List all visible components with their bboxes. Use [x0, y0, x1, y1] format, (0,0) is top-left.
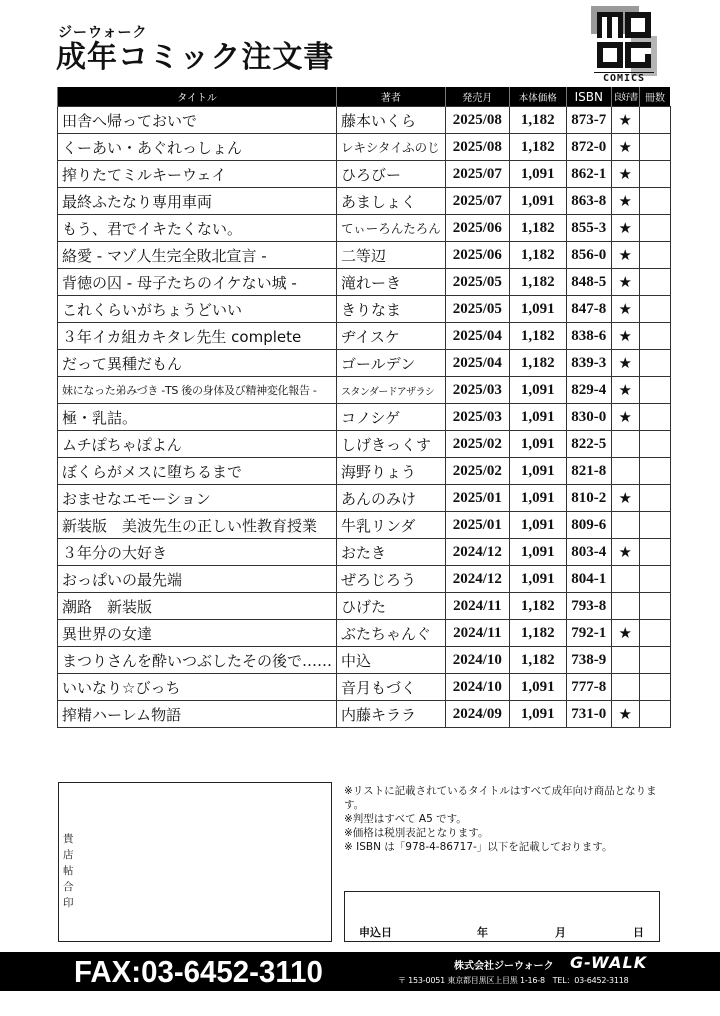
good-book-star-icon: ★	[611, 404, 639, 431]
title-cell: 背徳の囚 - 母子たちのイケない城 -	[58, 269, 337, 296]
isbn-cell: 738-9	[566, 647, 611, 674]
year-label: 年	[477, 926, 488, 939]
price-cell: 1,091	[509, 296, 566, 323]
isbn-cell: 821-8	[566, 458, 611, 485]
quantity-input[interactable]	[639, 512, 670, 539]
title-cell: くーあい・あぐれっしょん	[58, 134, 337, 161]
release-month-cell: 2024/10	[445, 647, 509, 674]
table-row	[58, 593, 671, 620]
release-month-cell: 2025/05	[445, 269, 509, 296]
title-cell: おっぱいの最先端	[58, 566, 337, 593]
good-book-star-icon: ★	[611, 701, 639, 728]
author-cell: ひろびー	[337, 161, 446, 188]
company-address: 〒 153-0051 東京都目黒区上目黒 1-16-8 TEL：03-6452-3118	[398, 976, 629, 985]
table-row	[58, 296, 671, 323]
col-isbn: ISBN	[566, 87, 611, 107]
price-cell: 1,091	[509, 404, 566, 431]
col-price: 本体価格	[509, 87, 566, 107]
good-book-star-icon	[611, 431, 639, 458]
isbn-cell: 872-0	[566, 134, 611, 161]
release-month-cell: 2025/01	[445, 512, 509, 539]
good-book-star-icon	[611, 593, 639, 620]
release-month-cell: 2025/07	[445, 188, 509, 215]
table-row	[58, 404, 671, 431]
good-book-star-icon: ★	[611, 188, 639, 215]
price-cell: 1,091	[509, 539, 566, 566]
author-cell: しげきっくす	[337, 431, 446, 458]
table-row	[58, 188, 671, 215]
title-cell: おませなエモーション	[58, 485, 337, 512]
quantity-input[interactable]	[639, 188, 670, 215]
col-good-book: 良好書	[611, 87, 639, 107]
quantity-input[interactable]	[639, 701, 670, 728]
good-book-star-icon: ★	[611, 161, 639, 188]
isbn-cell: 848-5	[566, 269, 611, 296]
good-book-star-icon: ★	[611, 296, 639, 323]
release-month-cell: 2025/08	[445, 107, 509, 134]
quantity-input[interactable]	[639, 107, 670, 134]
release-month-cell: 2024/11	[445, 593, 509, 620]
isbn-cell: 855-3	[566, 215, 611, 242]
good-book-star-icon: ★	[611, 377, 639, 404]
table-row	[58, 485, 671, 512]
price-cell: 1,182	[509, 107, 566, 134]
quantity-input[interactable]	[639, 323, 670, 350]
application-date-box[interactable]	[344, 891, 660, 942]
title-cell: ３年分の大好き	[58, 539, 337, 566]
quantity-input[interactable]	[639, 377, 670, 404]
table-row	[58, 323, 671, 350]
author-cell: ゴールデン	[337, 350, 446, 377]
quantity-input[interactable]	[639, 215, 670, 242]
good-book-star-icon: ★	[611, 134, 639, 161]
isbn-cell: 803-4	[566, 539, 611, 566]
title-cell: ３年イカ組カキタレ先生 complete	[58, 323, 337, 350]
col-quantity: 冊数	[639, 87, 670, 107]
title-cell: 搾精ハーレム物語	[58, 701, 337, 728]
price-cell: 1,182	[509, 323, 566, 350]
author-cell: ぶたちゃんぐ	[337, 620, 446, 647]
good-book-star-icon: ★	[611, 620, 639, 647]
good-book-star-icon: ★	[611, 269, 639, 296]
price-cell: 1,182	[509, 647, 566, 674]
author-cell: 二等辺	[337, 242, 446, 269]
title-cell: 潮路 新装版	[58, 593, 337, 620]
month-label: 月	[555, 926, 566, 939]
good-book-star-icon: ★	[611, 350, 639, 377]
release-month-cell: 2025/07	[445, 161, 509, 188]
price-cell: 1,091	[509, 431, 566, 458]
good-book-star-icon: ★	[611, 323, 639, 350]
price-cell: 1,182	[509, 215, 566, 242]
title-cell: 妹になった弟みづき -TS 後の身体及び精神変化報告 -	[58, 377, 337, 404]
gwalk-logo: G-WALK	[570, 953, 648, 972]
good-book-star-icon: ★	[611, 215, 639, 242]
isbn-cell: 777-8	[566, 674, 611, 701]
quantity-input[interactable]	[639, 269, 670, 296]
author-cell: おたき	[337, 539, 446, 566]
quantity-input[interactable]	[639, 620, 670, 647]
price-cell: 1,091	[509, 485, 566, 512]
table-header-row	[58, 87, 671, 107]
price-cell: 1,091	[509, 512, 566, 539]
release-month-cell: 2025/04	[445, 350, 509, 377]
author-cell: 音月もづく	[337, 674, 446, 701]
release-month-cell: 2025/01	[445, 485, 509, 512]
note-adult: ※リストに記載されているタイトルはすべて成年向け商品となります。	[344, 785, 657, 811]
quantity-input[interactable]	[639, 674, 670, 701]
isbn-cell: 839-3	[566, 350, 611, 377]
release-month-cell: 2025/05	[445, 296, 509, 323]
col-author: 著者	[337, 87, 446, 107]
release-month-cell: 2025/03	[445, 404, 509, 431]
good-book-star-icon: ★	[611, 242, 639, 269]
release-month-cell: 2024/11	[445, 620, 509, 647]
title-cell: 絡愛 - マゾ人生完全敗北宣言 -	[58, 242, 337, 269]
price-cell: 1,182	[509, 242, 566, 269]
release-month-cell: 2024/12	[445, 566, 509, 593]
table-row	[58, 161, 671, 188]
author-cell: 海野りょう	[337, 458, 446, 485]
title-cell: 異世界の女達	[58, 620, 337, 647]
title-cell: いいなり☆びっち	[58, 674, 337, 701]
author-cell: スタンダードアザラシ	[337, 377, 446, 404]
quantity-input[interactable]	[639, 566, 670, 593]
price-cell: 1,182	[509, 134, 566, 161]
author-cell: あんのみけ	[337, 485, 446, 512]
title-cell: もう、君でイキたくない。	[58, 215, 337, 242]
fax-number: FAX:03-6452-3110	[74, 954, 323, 989]
price-cell: 1,091	[509, 566, 566, 593]
table-row	[58, 431, 671, 458]
release-month-cell: 2025/02	[445, 431, 509, 458]
table-row	[58, 566, 671, 593]
quantity-input[interactable]	[639, 539, 670, 566]
title-cell: まつりさんを酔いつぶしたその後で……	[58, 647, 337, 674]
table-row	[58, 215, 671, 242]
good-book-star-icon: ★	[611, 107, 639, 134]
price-cell: 1,091	[509, 161, 566, 188]
table-row	[58, 620, 671, 647]
table-row	[58, 701, 671, 728]
author-cell: あましょく	[337, 188, 446, 215]
page-title: 成年コミック注文書	[56, 40, 335, 75]
price-cell: 1,182	[509, 350, 566, 377]
release-month-cell: 2024/09	[445, 701, 509, 728]
author-cell: ひげた	[337, 593, 446, 620]
price-cell: 1,182	[509, 620, 566, 647]
author-cell: 牛乳リンダ	[337, 512, 446, 539]
isbn-cell: 731-0	[566, 701, 611, 728]
release-month-cell: 2025/06	[445, 242, 509, 269]
isbn-cell: 862-1	[566, 161, 611, 188]
isbn-cell: 793-8	[566, 593, 611, 620]
release-month-cell: 2025/06	[445, 215, 509, 242]
isbn-cell: 873-7	[566, 107, 611, 134]
table-row	[58, 134, 671, 161]
stamp-label: 貴店帖合印	[63, 833, 74, 909]
price-cell: 1,182	[509, 593, 566, 620]
table-row	[58, 539, 671, 566]
table-row	[58, 458, 671, 485]
author-cell: コノシゲ	[337, 404, 446, 431]
good-book-star-icon	[611, 566, 639, 593]
isbn-cell: 809-6	[566, 512, 611, 539]
table-row	[58, 377, 671, 404]
quantity-input[interactable]	[639, 485, 670, 512]
quantity-input[interactable]	[639, 431, 670, 458]
isbn-cell: 847-8	[566, 296, 611, 323]
table-row	[58, 512, 671, 539]
good-book-star-icon: ★	[611, 485, 639, 512]
title-cell: 極・乳詰。	[58, 404, 337, 431]
note-price: ※価格は税別表記となります。	[344, 827, 489, 839]
quantity-input[interactable]	[639, 161, 670, 188]
title-cell: だって異種だもん	[58, 350, 337, 377]
application-date-label: 申込日	[359, 926, 392, 939]
price-cell: 1,091	[509, 701, 566, 728]
title-cell: 田舎へ帰っておいで	[58, 107, 337, 134]
release-month-cell: 2024/10	[445, 674, 509, 701]
isbn-cell: 830-0	[566, 404, 611, 431]
table-row	[58, 350, 671, 377]
quantity-input[interactable]	[639, 647, 670, 674]
table-row	[58, 647, 671, 674]
author-cell: 藤本いくら	[337, 107, 446, 134]
table-row	[58, 674, 671, 701]
quantity-input[interactable]	[639, 458, 670, 485]
good-book-star-icon	[611, 674, 639, 701]
author-cell: きりなま	[337, 296, 446, 323]
isbn-cell: 792-1	[566, 620, 611, 647]
release-month-cell: 2025/02	[445, 458, 509, 485]
moog-comics-logo	[591, 6, 657, 84]
table-row	[58, 269, 671, 296]
price-cell: 1,091	[509, 674, 566, 701]
author-cell: 滝れーき	[337, 269, 446, 296]
author-cell: てぃーろんたろん	[337, 215, 446, 242]
quantity-input[interactable]	[639, 242, 670, 269]
notes	[344, 784, 674, 854]
good-book-star-icon	[611, 512, 639, 539]
title-cell: 最終ふたなり専用車両	[58, 188, 337, 215]
isbn-cell: 810-2	[566, 485, 611, 512]
isbn-cell: 804-1	[566, 566, 611, 593]
author-cell: レキシタイふのじ	[337, 134, 446, 161]
publisher-name: ジーウォーク	[58, 25, 148, 41]
price-cell: 1,091	[509, 188, 566, 215]
note-format: ※判型はすべて A5 です。	[344, 813, 467, 825]
title-cell: ぼくらがメスに堕ちるまで	[58, 458, 337, 485]
isbn-cell: 863-8	[566, 188, 611, 215]
col-release-month: 発売月	[445, 87, 509, 107]
isbn-cell: 856-0	[566, 242, 611, 269]
title-cell: 搾りたてミルキーウェイ	[58, 161, 337, 188]
price-cell: 1,091	[509, 458, 566, 485]
order-table	[57, 87, 671, 728]
isbn-cell: 822-5	[566, 431, 611, 458]
release-month-cell: 2024/12	[445, 539, 509, 566]
title-cell: 新装版 美波先生の正しい性教育授業	[58, 512, 337, 539]
col-title: タイトル	[58, 87, 337, 107]
good-book-star-icon	[611, 647, 639, 674]
good-book-star-icon: ★	[611, 539, 639, 566]
company-name: 株式会社ジーウォーク	[454, 961, 554, 972]
quantity-input[interactable]	[639, 350, 670, 377]
footer-bar	[0, 952, 720, 991]
good-book-star-icon	[611, 458, 639, 485]
quantity-input[interactable]	[639, 296, 670, 323]
store-stamp-box[interactable]	[58, 782, 332, 942]
quantity-input[interactable]	[639, 134, 670, 161]
title-cell: ムチぽちゃぽよん	[58, 431, 337, 458]
isbn-cell: 829-4	[566, 377, 611, 404]
note-isbn: ※ ISBN は「978-4-86717-」以下を記載しております。	[344, 841, 613, 853]
release-month-cell: 2025/03	[445, 377, 509, 404]
author-cell: ぜろじろう	[337, 566, 446, 593]
release-month-cell: 2025/04	[445, 323, 509, 350]
logo-text: COMICS	[594, 72, 654, 84]
price-cell: 1,182	[509, 269, 566, 296]
isbn-cell: 838-6	[566, 323, 611, 350]
title-cell: これくらいがちょうどいい	[58, 296, 337, 323]
price-cell: 1,091	[509, 377, 566, 404]
author-cell: 内藤キララ	[337, 701, 446, 728]
author-cell: ヂイスケ	[337, 323, 446, 350]
quantity-input[interactable]	[639, 404, 670, 431]
table-row	[58, 242, 671, 269]
quantity-input[interactable]	[639, 593, 670, 620]
author-cell: 中込	[337, 647, 446, 674]
release-month-cell: 2025/08	[445, 134, 509, 161]
table-row	[58, 107, 671, 134]
day-label: 日	[633, 926, 644, 939]
